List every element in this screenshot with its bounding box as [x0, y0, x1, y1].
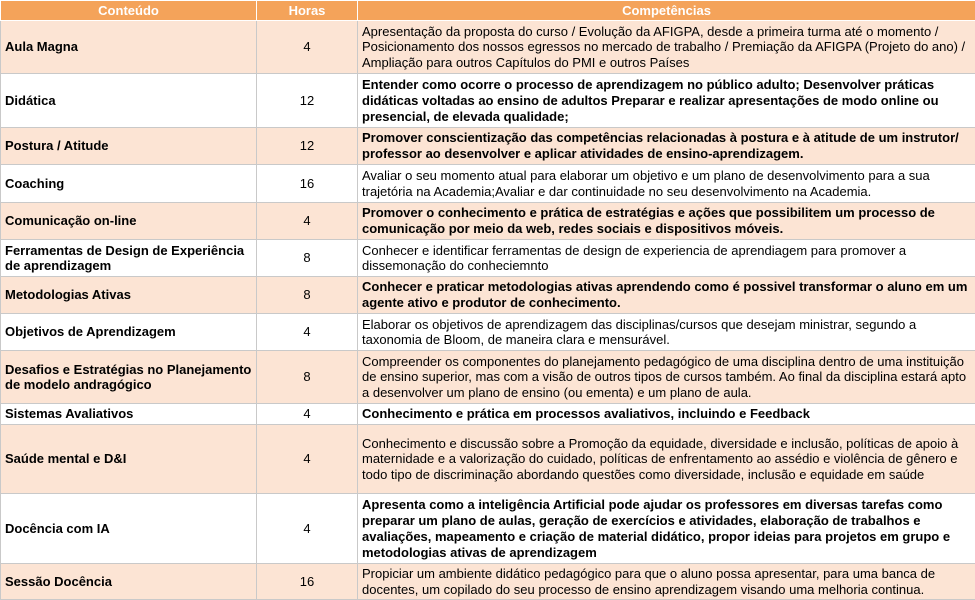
row-conteudo: Metodologias Ativas [1, 277, 257, 314]
row-competencias: Elaborar os objetivos de aprendizagem das disciplinas/cursos que desejam ministrar, segundo a taxonomia de Bloom, de maneira clara e mensurável. [358, 314, 975, 351]
row-horas: 4 [257, 425, 358, 494]
table-row [1, 404, 975, 425]
row-conteudo: Saúde mental e D&I [1, 425, 257, 494]
table-row [1, 128, 975, 165]
table-row [1, 425, 975, 494]
row-conteudo: Aula Magna [1, 21, 257, 74]
row-competencias: Conhecimento e discussão sobre a Promoção da equidade, diversidade e inclusão, políticas de apoio à maternidade e a valorização do cuidado, políticas de enfrentamento ao assédio e violência de gênero e todo tipo de discriminação abordando questões como diversidade, inclusão e equidade em saúde [358, 425, 975, 494]
table-row [1, 21, 975, 74]
table-row [1, 564, 975, 600]
row-conteudo: Postura / Atitude [1, 128, 257, 165]
row-competencias: Compreender os componentes do planejamento pedagógico de uma disciplina dentro de uma instituição de ensino superior, mas com a visão de outros tipos de cursos também. Ao final da disciplina estará apto a desenvolver um plano de ensino (ou ementa) e um plano de aula. [358, 351, 975, 404]
row-horas: 4 [257, 314, 358, 351]
row-horas: 8 [257, 351, 358, 404]
row-competencias: Conhecer e praticar metodologias ativas aprendendo como é possivel transformar o aluno em um agente ativo e produtor de conhecimento. [358, 277, 975, 314]
row-horas: 12 [257, 128, 358, 165]
row-conteudo: Docência com IA [1, 494, 257, 564]
row-horas: 8 [257, 277, 358, 314]
row-horas: 4 [257, 203, 358, 240]
row-competencias: Apresentação da proposta do curso / Evolução da AFIGPA, desde a primeira turma até o momento / Posicionamento dos nossos egressos no mercado de trabalho / Premiação da AFIGPA (Projeto do ano) / Ampliação para outros Capítulos do PMI e outros Países [358, 21, 975, 74]
header-conteudo: Conteúdo [1, 1, 257, 21]
table-row [1, 494, 975, 564]
row-horas: 12 [257, 74, 358, 128]
row-conteudo: Sessão Docência [1, 564, 257, 600]
row-competencias: Conhecer e identificar ferramentas de design de experiencia de aprendiagem para promover a dissemonação do conheciemnto [358, 240, 975, 277]
row-horas: 4 [257, 404, 358, 425]
row-horas: 16 [257, 564, 358, 600]
header-row [1, 1, 975, 21]
header-competencias: Competências [358, 1, 975, 21]
header-horas: Horas [257, 1, 358, 21]
row-competencias: Avaliar o seu momento atual para elaborar um objetivo e um plano de desenvolvimento para a sua trajetória na Academia;Avaliar e dar continuidade no seu desenvolvimento na Academia. [358, 165, 975, 203]
row-competencias: Entender como ocorre o processo de aprendizagem no público adulto; Desenvolver práticas didáticas voltadas ao ensino de adultos Preparar e realizar apresentações de modo online ou presencial, de elevada qualidade; [358, 74, 975, 128]
row-conteudo: Ferramentas de Design de Experiência de aprendizagem [1, 240, 257, 277]
row-competencias: Propiciar um ambiente didático pedagógico para que o aluno possa apresentar, para uma banca de docentes, um copilado do seu processo de ensino aprendizagem visando uma melhoria continua. [358, 564, 975, 600]
table-row [1, 351, 975, 404]
row-conteudo: Coaching [1, 165, 257, 203]
row-horas: 4 [257, 494, 358, 564]
row-competencias: Conhecimento e prática em processos avaliativos, incluindo e Feedback [358, 404, 975, 425]
table-row [1, 74, 975, 128]
table-row [1, 203, 975, 240]
table-row [1, 240, 975, 277]
row-horas: 8 [257, 240, 358, 277]
row-conteudo: Sistemas Avaliativos [1, 404, 257, 425]
row-competencias: Promover o conhecimento e prática de estratégias e ações que possibilitem um processo de comunicação por meio da web, redes sociais e dispositivos móveis. [358, 203, 975, 240]
row-horas: 4 [257, 21, 358, 74]
table-row [1, 165, 975, 203]
row-conteudo: Comunicação on-line [1, 203, 257, 240]
row-horas: 16 [257, 165, 358, 203]
table-row [1, 277, 975, 314]
row-competencias: Promover conscientização das competências relacionadas à postura e à atitude de um instrutor/ professor ao desenvolver e aplicar atividades de ensino-aprendizagem. [358, 128, 975, 165]
row-conteudo: Didática [1, 74, 257, 128]
table-row [1, 314, 975, 351]
row-competencias: Apresenta como a inteligência Artificial pode ajudar os professores em diversas tarefas como preparar um plano de aulas, geração de exercícios e atividades, elaboração de trabalhos e avaliações, mapeamento e criação de material didático, propor ideias para projetos em grupo e metodologias ativas de aprendizagem [358, 494, 975, 564]
row-conteudo: Desafios e Estratégias no Planejamento de modelo andragógico [1, 351, 257, 404]
row-conteudo: Objetivos de Aprendizagem [1, 314, 257, 351]
